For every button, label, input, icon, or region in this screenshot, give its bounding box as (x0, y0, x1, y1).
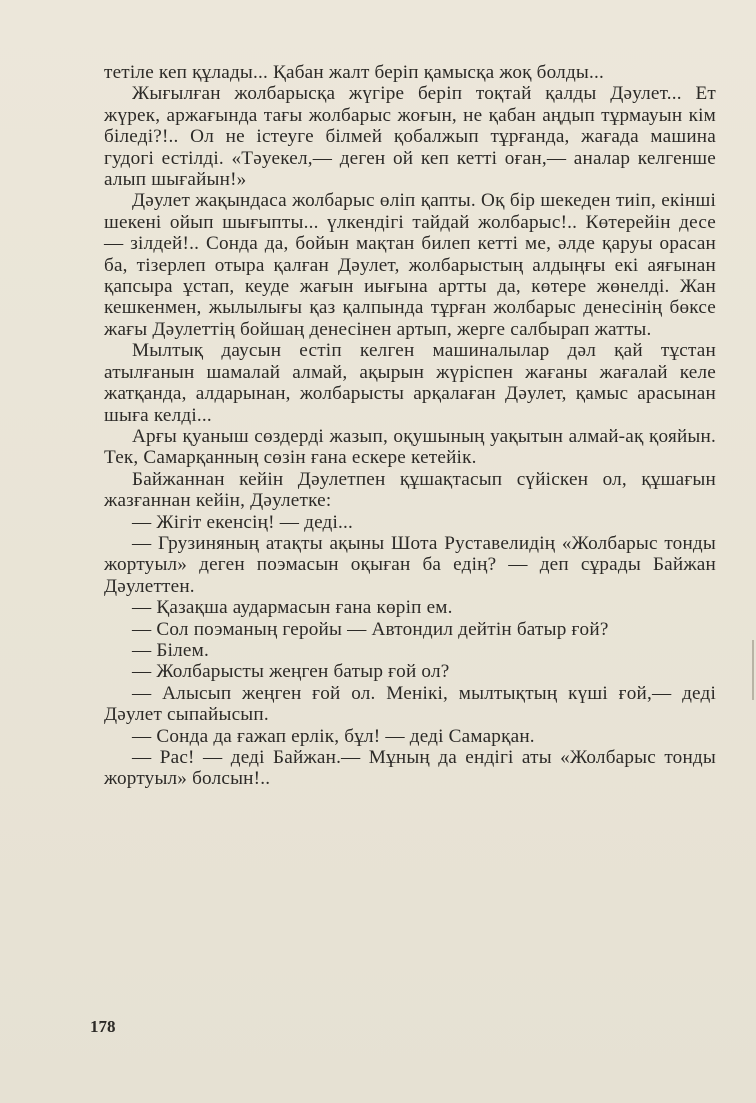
paragraph: Мылтық даусын естіп келген машиналылар дәл қай тұстан атылғанын шамалай алмай, ақырын жүріспен жағаны жағалай келе жатқанда, алдарынан, жолбарысты арқалаған Дәулет, қамыс арасынан шыға келді... (104, 340, 716, 426)
dialogue-line: — Жігіт екенсің! — деді... (132, 511, 354, 533)
dialogue-line: — Білем. (132, 639, 209, 661)
dialogue-line: — Жолбарысты жеңген батыр ғой ол? (132, 661, 450, 683)
paragraph: Байжаннан кейін Дәулетпен құшақтасып сүйіскен ол, құшағын жазғаннан кейін, Дәулетке: (104, 468, 716, 512)
paragraph: Дәулет жақындаса жолбарыс өліп қапты. Оқ бір шекеден тиіп, екінші шекені ойып шығыпты... үлкендігі тайдай жолбарыс!.. Көтерейін десе — зілдей!.. Сонда да, бойын мақтан билеп кетті ме, әлде қаруы орасан ба, тізерлеп отыра қалған Дәулет, жолбарыстың алдыңғы екі аяғынан қапсыра ұстап, кеуде жағын иығына артты да, көтере жөнелді. Жан кешкенмен, жылылығы қаз қалпында тұрған жолбарыс денесінің бөксе жағы Дәулеттің бойшаң денесінен артып, жерге салбырап жатты. (104, 190, 716, 340)
dialogue-line: — Қазақша аудармасын ғана көріп ем. (132, 597, 453, 619)
paragraph: тетіле кеп құлады... Қабан жалт беріп қамысқа жоқ болды... (104, 62, 604, 83)
paragraph: Арғы қуаныш сөздерді жазып, оқушының уақытын алмай-ақ қояйын. Тек, Самарқанның сөзін ғана ескере кетейік. (104, 425, 716, 469)
dialogue-line: — Сонда да ғажап ерлік, бұл! — деді Самарқан. (132, 725, 535, 747)
paragraph: Жығылған жолбарысқа жүгіре беріп тоқтай қалды Дәулет... Ет жүрек, аржағында тағы жолбарыс жоғын, не қабан аңдып тұрмауын кім біледі?!.. Ол не істеуге білмей қобалжып тұрғанда, жағада машина гудогі естілді. «Тәуекел,— деген ой кеп кетті оған,— аналар келгенше алып шығайын!» (104, 83, 716, 191)
dialogue-line: — Сол поэманың геройы — Автондил дейтін батыр ғой? (132, 618, 609, 640)
dialogue-line: — Грузиняның атақты ақыны Шота Руставелидің «Жолбарыс тонды жортуыл» деген поэмасын оқыған ба едің? — деп сұрады Байжан Дәулеттен. (104, 532, 716, 597)
dialogue-line: — Рас! — деді Байжан.— Мұның да ендігі аты «Жолбарыс тонды жортуыл» болсын!.. (104, 747, 716, 790)
page-number: 178 (90, 1017, 116, 1036)
body-text (104, 62, 716, 790)
page-edge-mark (752, 640, 754, 700)
dialogue-line: — Алысып жеңген ғой ол. Менікі, мылтықтың күші ғой,— деді Дәулет сыпайысып. (104, 682, 716, 726)
